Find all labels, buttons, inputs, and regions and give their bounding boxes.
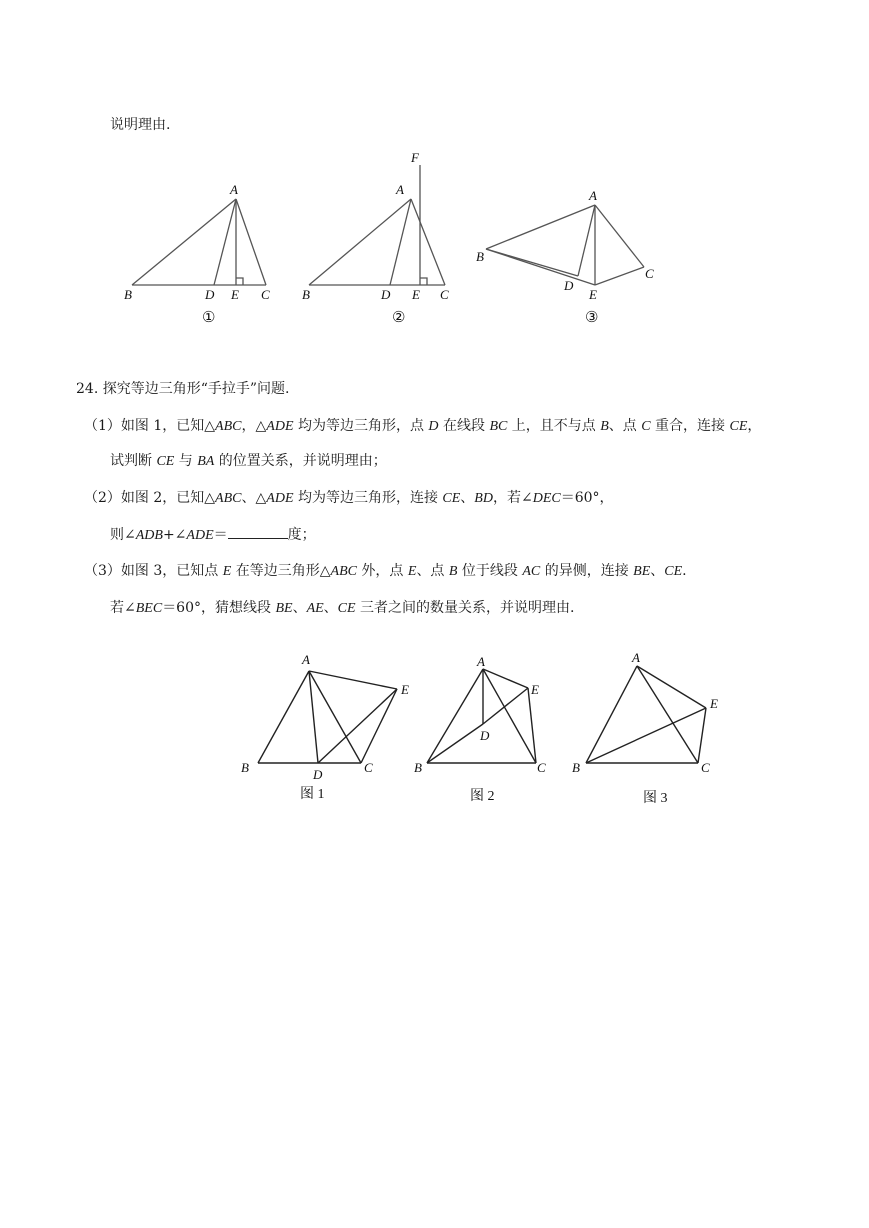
bfig2-label-C: C [537, 760, 546, 775]
problem-title: 探究等边三角形“手拉手”问题. [102, 381, 290, 397]
fig1-label-A: A [230, 182, 238, 197]
bfig2-label-B: B [414, 760, 422, 775]
fig3-label-D: D [564, 278, 574, 293]
bfig2-label-E: E [531, 682, 539, 697]
fig1-caption: ① [202, 310, 216, 326]
bfig1-label-E: E [401, 682, 409, 697]
fig2-label-B: B [302, 287, 310, 302]
part2-line2: 则∠ADB+∠ADE＝ 度； [110, 527, 316, 543]
bfig2-label-D: D [480, 728, 490, 743]
fig2-label-D: D [381, 287, 391, 302]
fig1-label-E: E [231, 287, 239, 302]
fig2-label-E: E [412, 287, 420, 302]
fig1-label-D: D [205, 287, 215, 302]
fig3-caption: ③ [585, 310, 599, 326]
fig3-label-A: A [589, 188, 597, 203]
bfig3-label-B: B [572, 760, 580, 775]
fig2-label-C: C [440, 287, 449, 302]
fig3-label-B: B [476, 249, 484, 264]
bfig3-label-E: E [710, 696, 718, 711]
bfig1-label-B: B [241, 760, 249, 775]
part2-line1: （2）如图 2，已知△ABC、△ADE 均为等边三角形，连接 CE、BD，若∠DEC＝60°， [84, 490, 614, 506]
bfig2-caption: 图 2 [470, 789, 495, 804]
problem-number: 24. [76, 381, 99, 397]
bfig2-label-A: A [477, 654, 485, 669]
bfig3-label-C: C [701, 760, 710, 775]
bfig1-label-D: D [313, 767, 323, 782]
part1-line2: 试判断 CE 与 BA 的位置关系，并说明理由； [110, 453, 387, 469]
part1-line1: （1）如图 1，已知△ABC，△ADE 均为等边三角形，点 D 在线段 BC 上，且不与点 B、点 C 重合，连接 CE， [84, 418, 762, 434]
fig3-label-C: C [645, 266, 654, 281]
fig2-label-F: F [411, 150, 419, 165]
fig1-label-B: B [124, 287, 132, 302]
part3-line2: 若∠BEC＝60°，猜想线段 BE、AE、CE 三者之间的数量关系，并说明理由. [110, 600, 575, 616]
bfig1-label-A: A [302, 652, 310, 667]
bfig3-caption: 图 3 [643, 791, 668, 806]
fig3-label-E: E [589, 287, 597, 302]
fig1-label-C: C [261, 287, 270, 302]
prev-problem-tail: 说明理由. [110, 117, 171, 133]
bfig3-label-A: A [632, 650, 640, 665]
part3-line1: （3）如图 3，已知点 E 在等边三角形△ABC 外，点 E、点 B 位于线段 AC 的异侧，连接 BE、CE. [84, 563, 687, 579]
fig2-caption: ② [392, 310, 406, 326]
bfig1-label-C: C [364, 760, 373, 775]
bfig1-caption: 图 1 [300, 787, 325, 802]
fig2-label-A: A [396, 182, 404, 197]
